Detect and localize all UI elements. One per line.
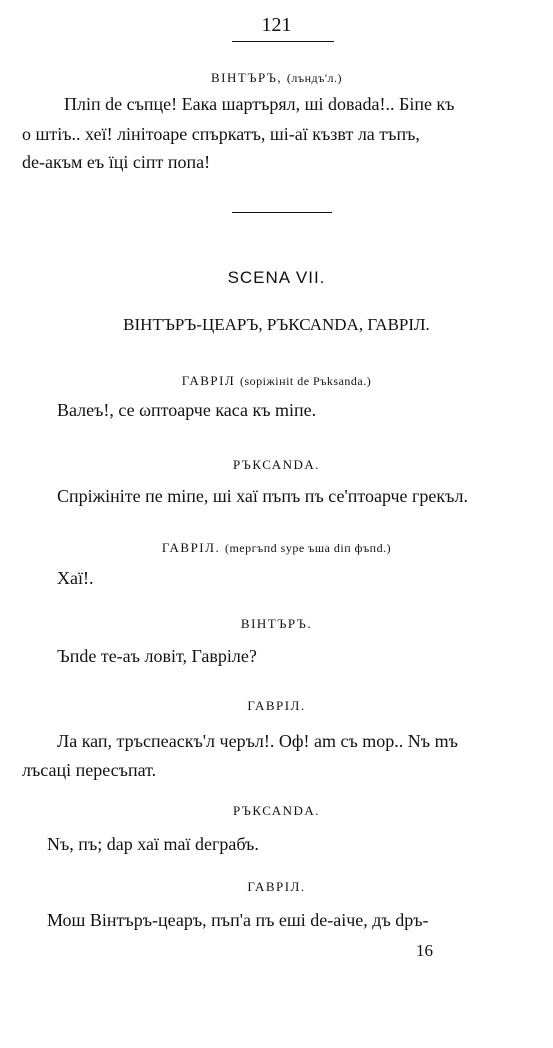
speaker-name: РЪКСАNDА. (232, 803, 321, 818)
stage-direction: (mергъпd sуре ъша dіп фъпd.) (224, 541, 392, 555)
page-number: 121 (261, 14, 292, 36)
signature-mark: 16 (416, 941, 433, 960)
stage-direction: (sоріжініt dе Ръksаndа.) (240, 374, 372, 388)
speaker-name: РЪКСАNDА. (232, 457, 321, 472)
text-line: Ъпdе те-аъ ловіт, Гавріле? (57, 646, 257, 666)
text-line: Nъ, пъ; dар хаї mаї dеграбъ. (47, 834, 259, 854)
stage-direction: (лъндъ'л.) (286, 71, 342, 85)
speaker-heading (0, 879, 553, 895)
speaker-name: ГАВРІЛ (181, 373, 236, 388)
header-rule (232, 41, 334, 42)
text-line: Спріжініте пе mіпе, ші хаї пъпъ пъ се'птоарче грекъл. (57, 486, 468, 506)
section-divider (232, 212, 332, 213)
speaker-name: ГАВРІЛ. (247, 698, 306, 713)
text-line: лъсаці пересъпат. (22, 760, 157, 780)
speaker-heading (0, 457, 553, 473)
speaker-heading (0, 698, 553, 714)
speaker-heading (0, 70, 553, 86)
speaker-name: ВІНТЪРЪ. (240, 616, 313, 631)
text-line: Мош Вінтъръ-цеаръ, пъп'а пъ еші dе-аіче, дъ dръ- (47, 910, 429, 930)
speaker-heading (0, 803, 553, 819)
scene-title: SCENA VII. (227, 268, 326, 287)
text-line: dе-акъм еъ їці сіпт попа! (22, 152, 211, 172)
speaker-heading (0, 373, 553, 389)
speaker-heading (0, 616, 553, 632)
speaker-heading (0, 540, 553, 556)
text-line: Ла кап, тръспеаскъ'л черъл!. Оф! аm съ mор.. Nъ mъ (57, 731, 458, 751)
speaker-name: ГАВРІЛ. (247, 879, 306, 894)
text-line: Пліп de съпце! Еака шартърял, ші dовada!.. Біпе къ (64, 94, 455, 114)
scene-cast: ВІНТЪРЪ-ЦЕАРЪ, РЪКСАNDА, ГАВРІЛ. (123, 315, 430, 334)
speaker-name: ГАВРІЛ. (161, 540, 221, 555)
text-line: Валеъ!, се ωптоарче каса къ mіпе. (57, 400, 317, 420)
text-line: Хаї!. (57, 568, 94, 588)
text-line: о штіъ.. хеї! лінітоаре спъркатъ, ші-аї къзвт ла тъпъ, (22, 124, 420, 144)
speaker-name: ВІНТЪРЪ, (211, 70, 283, 85)
